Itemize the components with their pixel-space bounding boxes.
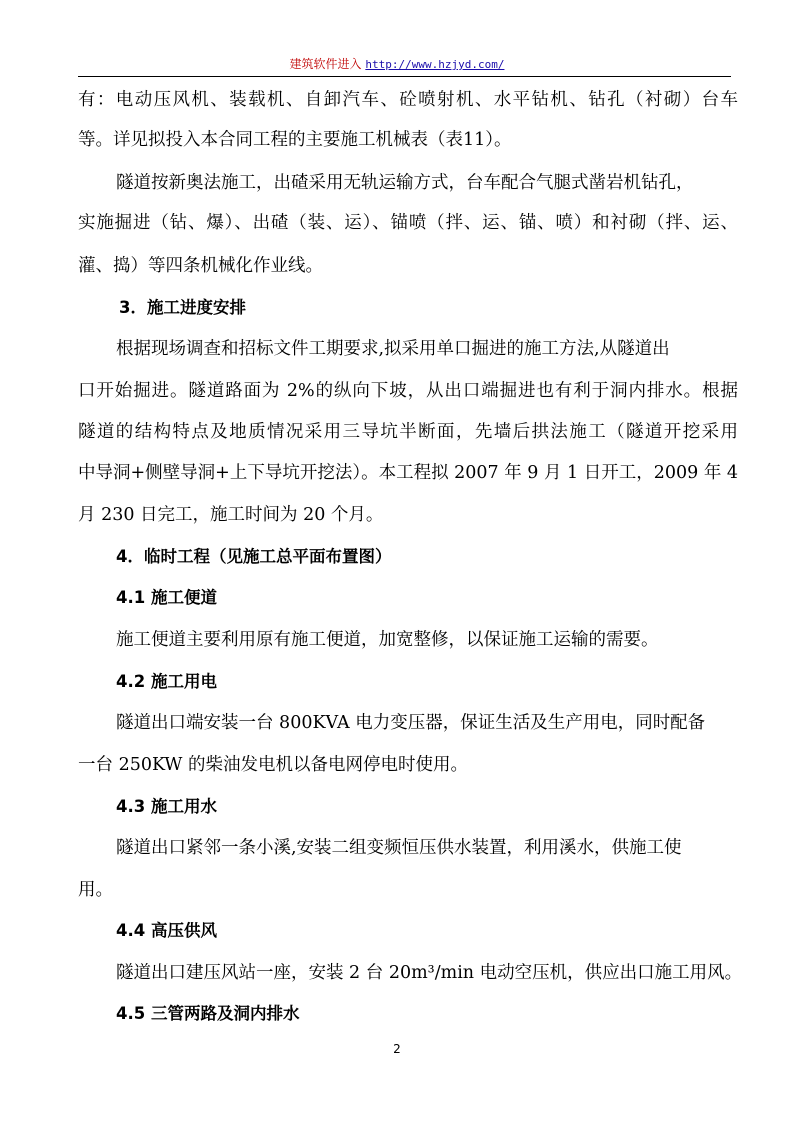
- header-label: 建筑软件进入: [289, 57, 362, 71]
- section-heading: 3．施工进度安排: [119, 298, 246, 317]
- body-line: 隧道出口紧邻一条小溪,安装二组变频恒压供水装置，利用溪水，供施工使: [116, 838, 682, 858]
- body-line: 一台 250KW 的柴油发电机以备电网停电时使用。: [78, 755, 468, 775]
- body-line: 灌、捣）等四条机械化作业线。: [78, 256, 323, 276]
- body-line: 月 230 日完工，施工时间为 20 个月。: [78, 505, 384, 525]
- subsection-heading: 4.2 施工用电: [116, 672, 217, 691]
- body-line: 等。详见拟投入本合同工程的主要施工机械表（表11）。: [78, 130, 512, 150]
- body-line: 用。: [78, 880, 113, 900]
- body-line: 中导洞+侧壁导洞+上下导坑开挖法）。本工程拟 2007 年 9 月 1 日开工，2009 年 4: [78, 463, 739, 483]
- body-line: 隧道的结构特点及地质情况采用三导坑半断面，先墙后拱法施工（隧道开挖采用: [78, 422, 738, 442]
- subsection-heading: 4.1 施工便道: [116, 588, 217, 607]
- section-heading: 4．临时工程（见施工总平面布置图）: [116, 547, 392, 566]
- body-line: 根据现场调查和招标文件工期要求,拟采用单口掘进的施工方法,从隧道出: [116, 339, 670, 359]
- page-number: 2: [393, 1042, 401, 1056]
- subsection-heading: 4.4 高压供风: [116, 921, 217, 940]
- header-link[interactable]: http://www.hzjyd.com/: [365, 58, 505, 71]
- body-line: 有：电动压风机、装载机、自卸汽车、砼喷射机、水平钻机、钻孔（衬砌）台车: [78, 90, 738, 110]
- body-line: 施工便道主要利用原有施工便道，加宽整修，以保证施工运输的需要。: [116, 630, 659, 650]
- body-line: 实施掘进（钻、爆）、出碴（装、运）、锚喷（拌、运、锚、喷）和衬砌（拌、运、: [78, 213, 738, 233]
- page-header: [0, 57, 794, 72]
- body-line: 隧道按新奥法施工，出碴采用无轨运输方式，台车配合气腿式凿岩机钻孔，: [116, 173, 694, 193]
- body-line: 隧道出口建压风站一座，安装 2 台 20m³/min 电动空压机，供应出口施工用风。: [116, 963, 743, 983]
- subsection-heading: 4.5 三管两路及洞内排水: [116, 1004, 300, 1023]
- body-line: 隧道出口端安装一台 800KVA 电力变压器，保证生活及生产用电，同时配备: [116, 713, 706, 733]
- body-line: 口开始掘进。隧道路面为 2%的纵向下坡，从出口端掘进也有利于洞内排水。根据: [78, 381, 738, 401]
- subsection-heading: 4.3 施工用水: [116, 797, 217, 816]
- header-divider: [78, 76, 731, 77]
